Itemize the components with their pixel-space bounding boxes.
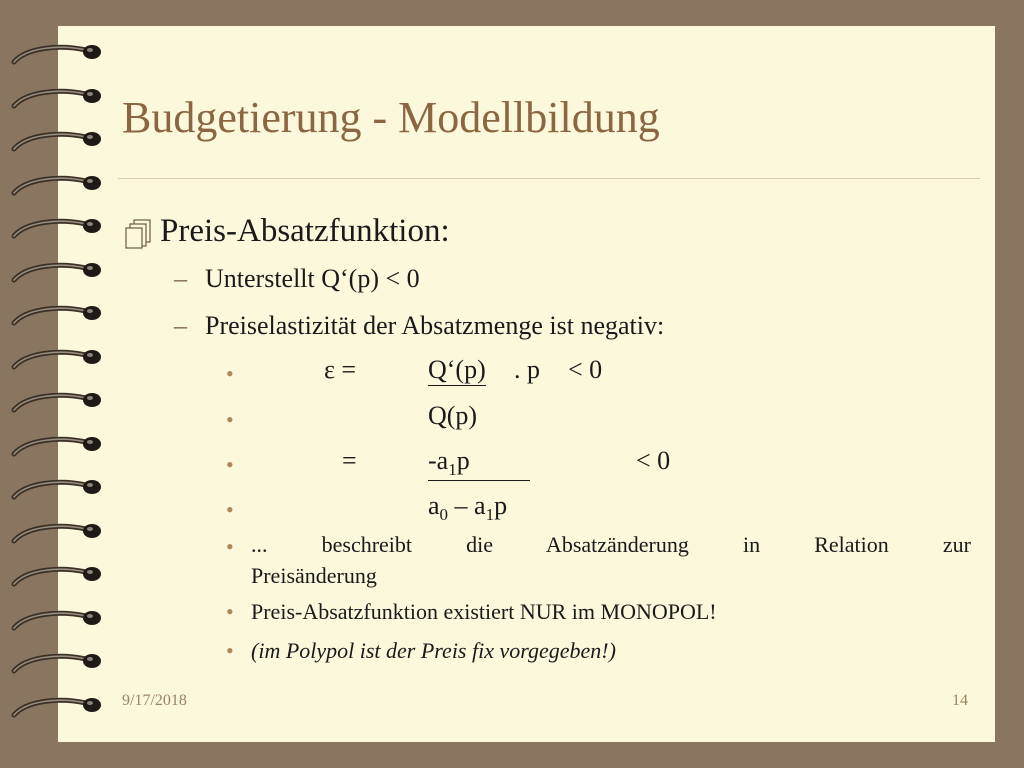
bullet-marker: • — [226, 361, 234, 386]
formula-numerator-1-rest: . p — [514, 355, 540, 384]
spiral-ring-icon — [8, 256, 108, 286]
bullet-marker: • — [226, 599, 234, 624]
formula-less-than-2: < 0 — [636, 446, 671, 475]
note-monopol: Preis-Absatzfunktion existiert NUR im MONOPOL! — [251, 599, 717, 624]
dash-item-assumption: Unterstellt Q‘(p) < 0 — [205, 264, 420, 293]
folder-bullet-icon — [124, 218, 154, 250]
dash-marker: – — [174, 311, 187, 340]
spiral-ring-icon — [8, 604, 108, 634]
spiral-ring-icon — [8, 299, 108, 329]
spiral-ring-icon — [8, 430, 108, 460]
formula-less-than-1: < 0 — [568, 355, 603, 384]
bullet-marker: • — [226, 534, 234, 559]
footer-date: 9/17/2018 — [122, 692, 187, 709]
title-divider — [118, 178, 980, 179]
bullet-marker: • — [226, 407, 234, 432]
formula-denominator-2: $a_0 - a_1p$ — [428, 491, 508, 525]
spiral-ring-icon — [8, 386, 108, 416]
formula-denominator-1: Q(p) — [428, 401, 478, 430]
spiral-ring-icon — [8, 560, 108, 590]
bullet-marker: • — [226, 452, 234, 477]
spiral-ring-icon — [8, 125, 108, 155]
dash-item-elasticity: Preiselastizität der Absatzmenge ist negativ: — [205, 311, 665, 340]
formula-numerator-2: $-a_1p$ — [428, 446, 530, 481]
slide-title: Budgetierung - Modellbildung — [122, 93, 660, 142]
spiral-ring-icon — [8, 473, 108, 503]
note-description-line2: Preisänderung — [251, 563, 377, 588]
spiral-ring-icon — [8, 38, 108, 68]
formula-numerator-1: Q‘(p) — [428, 355, 486, 384]
formula-equals-2: = — [342, 446, 357, 475]
spiral-ring-icon — [8, 82, 108, 112]
spiral-ring-icon — [8, 647, 108, 677]
bullet-marker: • — [226, 497, 234, 522]
bullet-marker: • — [226, 638, 234, 663]
dash-marker: – — [174, 264, 187, 293]
spiral-ring-icon — [8, 343, 108, 373]
spiral-ring-icon — [8, 169, 108, 199]
spiral-ring-icon — [8, 691, 108, 721]
spiral-ring-icon — [8, 212, 108, 242]
note-polypol: (im Polypol ist der Preis fix vorgegeben!) — [251, 638, 616, 663]
footer-page-number: 14 — [952, 692, 968, 709]
formula-epsilon-equals: ε = — [324, 355, 357, 384]
note-description-line1: ... beschreibt die Absatzänderung in Relation zur — [251, 532, 971, 557]
spiral-ring-icon — [8, 517, 108, 547]
slide-heading: Preis-Absatzfunktion: — [160, 213, 450, 249]
